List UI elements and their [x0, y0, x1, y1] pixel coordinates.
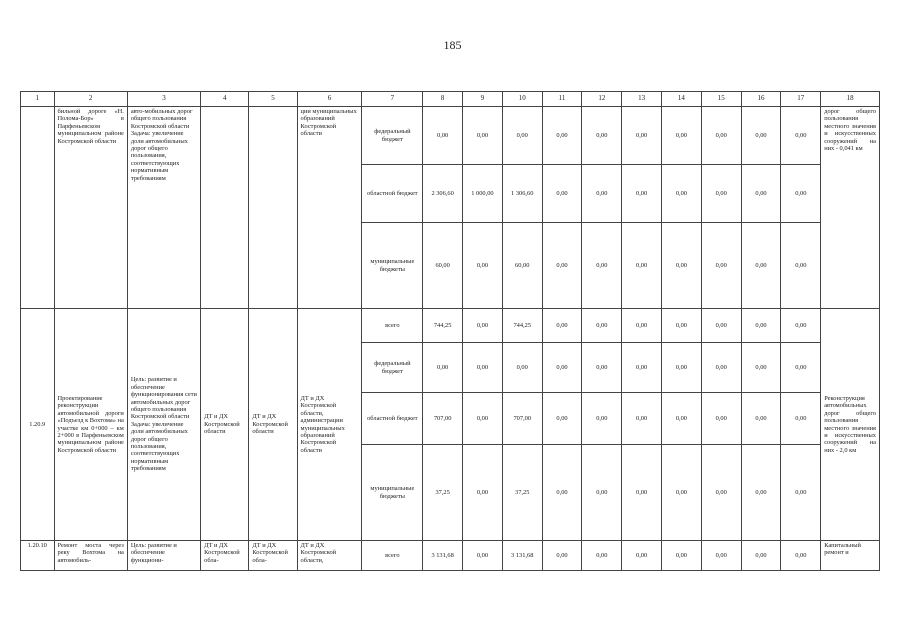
event-name: бильной дороге «Н. Полома-Бор» в Парфеньевском муниципальном районе Костромской области — [54, 107, 127, 309]
funding-source: муниципальные бюджеты — [362, 223, 423, 309]
amount-cell: 0,00 — [463, 309, 503, 343]
amount-cell: 1 000,00 — [463, 165, 503, 223]
header-cell: 8 — [423, 92, 463, 107]
row-number — [21, 107, 55, 309]
amount-cell: 0,00 — [781, 223, 821, 309]
amount-cell: 0,00 — [781, 445, 821, 541]
amount-cell: 0,00 — [542, 309, 582, 343]
amount-cell: 0,00 — [622, 309, 662, 343]
participants: ДТ и ДХ Костромской области, администрации муниципальных образований Костромской области — [297, 309, 362, 541]
header-row — [21, 92, 880, 107]
funding-source: федеральный бюджет — [362, 107, 423, 165]
amount-cell: 60,00 — [423, 223, 463, 309]
header-cell: 15 — [701, 92, 741, 107]
amount-cell: 0,00 — [542, 393, 582, 445]
amount-cell: 707,00 — [423, 393, 463, 445]
amount-cell: 0,00 — [582, 165, 622, 223]
amount-cell: 60,00 — [502, 223, 542, 309]
amount-cell: 0,00 — [542, 165, 582, 223]
executor — [201, 107, 249, 309]
amount-cell: 0,00 — [622, 393, 662, 445]
amount-cell: 0,00 — [701, 223, 741, 309]
amount-cell: 0,00 — [622, 107, 662, 165]
funding-source: федеральный бюджет — [362, 343, 423, 393]
header-cell: 13 — [622, 92, 662, 107]
funding-source: всего — [362, 309, 423, 343]
amount-cell: 0,00 — [662, 309, 702, 343]
amount-cell: 0,00 — [701, 541, 741, 571]
row-number: 1.20.10 — [21, 541, 55, 571]
header-cell: 5 — [249, 92, 297, 107]
row-number: 1.20.9 — [21, 309, 55, 541]
expected-result: дорог общего пользования местного значения и искусственных сооружений на них - 0,041 км — [821, 107, 880, 309]
amount-cell: 0,00 — [701, 309, 741, 343]
amount-cell: 0,00 — [582, 541, 622, 571]
amount-cell: 0,00 — [741, 445, 781, 541]
event-name: Ремонт моста через реку Вохтома на автомобиль- — [54, 541, 127, 571]
amount-cell: 0,00 — [542, 541, 582, 571]
goal-task: Цель: развитие и обеспечение функционирования сети автомобильных дорог общего пользования Костромской области Задача: увеличение доли автомобильных дорог общего пользования, соответствующих нормативным требованиям — [127, 309, 200, 541]
header-cell: 1 — [21, 92, 55, 107]
amount-cell: 0,00 — [463, 445, 503, 541]
header-cell: 14 — [662, 92, 702, 107]
header-cell: 9 — [463, 92, 503, 107]
amount-cell: 0,00 — [741, 107, 781, 165]
amount-cell: 0,00 — [701, 343, 741, 393]
amount-cell: 0,00 — [542, 445, 582, 541]
amount-cell: 0,00 — [423, 107, 463, 165]
participants: ДТ и ДХ Костромской области, — [297, 541, 362, 571]
amount-cell: 0,00 — [582, 343, 622, 393]
participants: ции муниципальных образований Костромской области — [297, 107, 362, 309]
amount-cell: 0,00 — [542, 223, 582, 309]
executor: ДТ и ДХ Костромской обла- — [201, 541, 249, 571]
header-cell: 3 — [127, 92, 200, 107]
amount-cell: 0,00 — [582, 393, 622, 445]
table-row — [21, 309, 880, 343]
amount-cell: 0,00 — [701, 393, 741, 445]
table-row — [21, 541, 880, 571]
amount-cell: 0,00 — [622, 165, 662, 223]
amount-cell: 37,25 — [423, 445, 463, 541]
header-cell: 16 — [741, 92, 781, 107]
amount-cell: 3 131,68 — [423, 541, 463, 571]
budget-table — [20, 91, 880, 571]
amount-cell: 37,25 — [502, 445, 542, 541]
header-cell: 4 — [201, 92, 249, 107]
table-row — [21, 107, 880, 165]
amount-cell: 0,00 — [502, 343, 542, 393]
goal-task: Цель: развитие и обеспечение функциони- — [127, 541, 200, 571]
amount-cell: 0,00 — [582, 223, 622, 309]
header-cell: 6 — [297, 92, 362, 107]
amount-cell: 0,00 — [701, 165, 741, 223]
amount-cell: 0,00 — [463, 343, 503, 393]
amount-cell: 744,25 — [502, 309, 542, 343]
amount-cell: 0,00 — [542, 343, 582, 393]
executor-2 — [249, 107, 297, 309]
amount-cell: 0,00 — [781, 393, 821, 445]
header-cell: 12 — [582, 92, 622, 107]
amount-cell: 0,00 — [423, 343, 463, 393]
amount-cell: 0,00 — [741, 165, 781, 223]
amount-cell: 0,00 — [741, 223, 781, 309]
executor: ДТ и ДХ Костромской области — [201, 309, 249, 541]
header-cell: 17 — [781, 92, 821, 107]
amount-cell: 0,00 — [622, 343, 662, 393]
event-name: Проектирование реконструкции автомобильной дороги «Подъезд к Вохтома» на участке км 0+000 – км 2+000 в Парфеньевском муниципальном районе Костромской области — [54, 309, 127, 541]
amount-cell: 0,00 — [781, 541, 821, 571]
amount-cell: 2 306,60 — [423, 165, 463, 223]
amount-cell: 0,00 — [463, 393, 503, 445]
executor-2: ДТ и ДХ Костромской обла- — [249, 541, 297, 571]
funding-source: областной бюджет — [362, 393, 423, 445]
amount-cell: 0,00 — [463, 223, 503, 309]
amount-cell: 0,00 — [582, 107, 622, 165]
amount-cell: 0,00 — [662, 223, 702, 309]
amount-cell: 0,00 — [502, 107, 542, 165]
amount-cell: 0,00 — [781, 309, 821, 343]
amount-cell: 0,00 — [622, 445, 662, 541]
amount-cell: 0,00 — [622, 223, 662, 309]
amount-cell: 0,00 — [701, 107, 741, 165]
amount-cell: 707,00 — [502, 393, 542, 445]
amount-cell: 3 131,68 — [502, 541, 542, 571]
amount-cell: 0,00 — [781, 343, 821, 393]
funding-source: муниципальные бюджеты — [362, 445, 423, 541]
amount-cell: 0,00 — [662, 393, 702, 445]
amount-cell: 0,00 — [662, 165, 702, 223]
amount-cell: 0,00 — [701, 445, 741, 541]
page-number: 185 — [443, 38, 462, 52]
expected-result: Реконструкция автомобильных дорог общего пользования местного значения и искусственных сооружений на них - 2,0 км — [821, 309, 880, 541]
amount-cell: 0,00 — [741, 309, 781, 343]
amount-cell: 0,00 — [781, 107, 821, 165]
amount-cell: 1 306,60 — [502, 165, 542, 223]
expected-result: Капитальный ремонт и — [821, 541, 880, 571]
amount-cell: 0,00 — [741, 393, 781, 445]
funding-source: всего — [362, 541, 423, 571]
amount-cell: 744,25 — [423, 309, 463, 343]
amount-cell: 0,00 — [662, 107, 702, 165]
amount-cell: 0,00 — [741, 343, 781, 393]
amount-cell: 0,00 — [622, 541, 662, 571]
header-cell: 18 — [821, 92, 880, 107]
amount-cell: 0,00 — [463, 541, 503, 571]
amount-cell: 0,00 — [542, 107, 582, 165]
header-cell: 7 — [362, 92, 423, 107]
header-cell: 10 — [502, 92, 542, 107]
funding-source: областной бюджет — [362, 165, 423, 223]
header-cell: 2 — [54, 92, 127, 107]
amount-cell: 0,00 — [582, 445, 622, 541]
amount-cell: 0,00 — [781, 165, 821, 223]
amount-cell: 0,00 — [662, 541, 702, 571]
amount-cell: 0,00 — [662, 343, 702, 393]
amount-cell: 0,00 — [741, 541, 781, 571]
header-cell: 11 — [542, 92, 582, 107]
amount-cell: 0,00 — [463, 107, 503, 165]
amount-cell: 0,00 — [662, 445, 702, 541]
goal-task: авто-мобильных дорог общего пользования Костромской области Задача: увеличение доли автомобильных дорог общего пользования, соответствующих нормативным требованиям — [127, 107, 200, 309]
amount-cell: 0,00 — [582, 309, 622, 343]
executor-2: ДТ и ДХ Костромской области — [249, 309, 297, 541]
